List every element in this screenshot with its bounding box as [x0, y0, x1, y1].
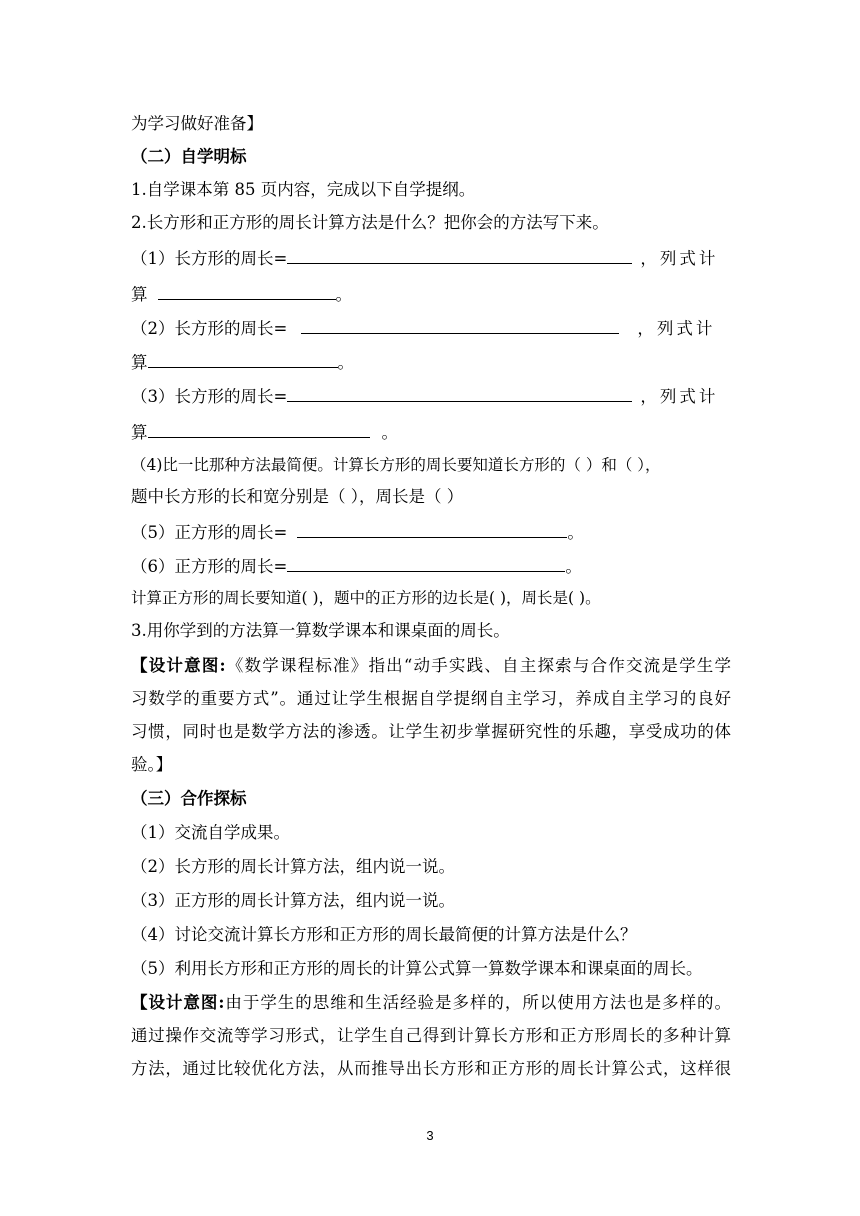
- text: （6）正方形的周长=: [131, 557, 288, 576]
- text-line: 习惯，同时也是数学方法的渗透。让学生初步掌握研究性的乐趣，享受成功的体: [131, 722, 731, 741]
- text-line: 习数学的重要方式”。通过让学生根据自学提纲自主学习，养成自主学习的良好: [131, 689, 731, 708]
- blank-line: [148, 349, 338, 368]
- design-intent-2: [131, 991, 731, 1015]
- fill-line-5: [131, 519, 731, 545]
- text: 《数学课程标准》指出“动手实践、自主探索与合作交流是学生学: [225, 656, 732, 675]
- text-line: （5）利用长方形和正方形的周长的计算公式算一算数学课本和课桌面的周长。: [131, 959, 703, 978]
- text: 算: [131, 423, 148, 442]
- design-intent-label: 【设计意图:: [131, 993, 225, 1012]
- text-line: （2）长方形的周长计算方法，组内说一说。: [131, 857, 455, 876]
- text: ，列式计: [640, 387, 719, 406]
- text-line: 验。】: [131, 755, 173, 774]
- blank-line: [148, 419, 370, 438]
- text-line: 计算正方形的周长要知道( )，题中的正方形的边长是( )，周长是( )。: [131, 589, 601, 607]
- fill-line-3: [131, 383, 731, 409]
- blank-line: [287, 383, 632, 402]
- blank-line: [297, 519, 567, 538]
- text: （3）长方形的周长=: [131, 387, 288, 406]
- design-intent-1: [131, 654, 731, 678]
- text: 算: [131, 285, 148, 304]
- blank-line: [287, 245, 632, 264]
- fill-line-2: [131, 315, 731, 341]
- text: （2）长方形的周长=: [131, 319, 288, 338]
- text-line: （4）讨论交流计算长方形和正方形的周长最简便的计算方法是什么？: [131, 925, 637, 944]
- blank-line: [301, 315, 619, 334]
- text: （1）长方形的周长=: [131, 249, 288, 268]
- text-line: 通过操作交流等学习形式，让学生自己得到计算长方形和正方形周长的多种计算: [131, 1026, 731, 1045]
- section-heading-2: （二）自学明标: [131, 147, 247, 166]
- blank-line: [287, 553, 565, 572]
- page-number: 3: [426, 1128, 434, 1143]
- text: 。: [567, 523, 584, 542]
- text: 由于学生的思维和生活经验是多样的，所以使用方法也是多样的。: [224, 993, 732, 1012]
- section-heading-3: （三）合作探标: [131, 789, 247, 808]
- blank-line: [158, 281, 336, 300]
- text-line: 1.自学课本第 85 页内容，完成以下自学提纲。: [131, 180, 476, 199]
- text: 。: [335, 285, 352, 304]
- text: 。: [381, 423, 398, 442]
- fill-line-6: [131, 553, 731, 579]
- fill-line-3b: [131, 419, 731, 445]
- text: ，列式计: [640, 249, 719, 268]
- fill-line-2b: [131, 349, 731, 375]
- design-intent-label: 【设计意图:: [131, 656, 226, 675]
- fill-line-1: [131, 245, 731, 271]
- text-line: 方法，通过比较优化方法，从而推导出长方形和正方形的周长计算公式，这样很: [131, 1059, 731, 1078]
- text-line: （1）交流自学成果。: [131, 823, 290, 842]
- text: （5）正方形的周长=: [131, 523, 288, 542]
- text-line: 为学习做好准备】: [131, 114, 263, 133]
- text: 。: [337, 353, 354, 372]
- text: 。: [565, 557, 582, 576]
- text-line: （4)比一比那种方法最简便。计算长方形的周长要知道长方形的（ ）和（ ），: [131, 456, 661, 474]
- text-line: （3）正方形的周长计算方法，组内说一说。: [131, 891, 455, 910]
- text: ，列式计: [637, 319, 716, 338]
- text: 算: [131, 353, 148, 372]
- text-line: 题中长方形的长和宽分别是（ ），周长是（ ）: [131, 487, 464, 506]
- text-line: 2.长方形和正方形的周长计算方法是什么？把你会的方法写下来。: [131, 213, 609, 232]
- fill-line-1b: [131, 281, 731, 307]
- text-line: 3.用你学到的方法算一算数学课本和课桌面的周长。: [131, 621, 510, 640]
